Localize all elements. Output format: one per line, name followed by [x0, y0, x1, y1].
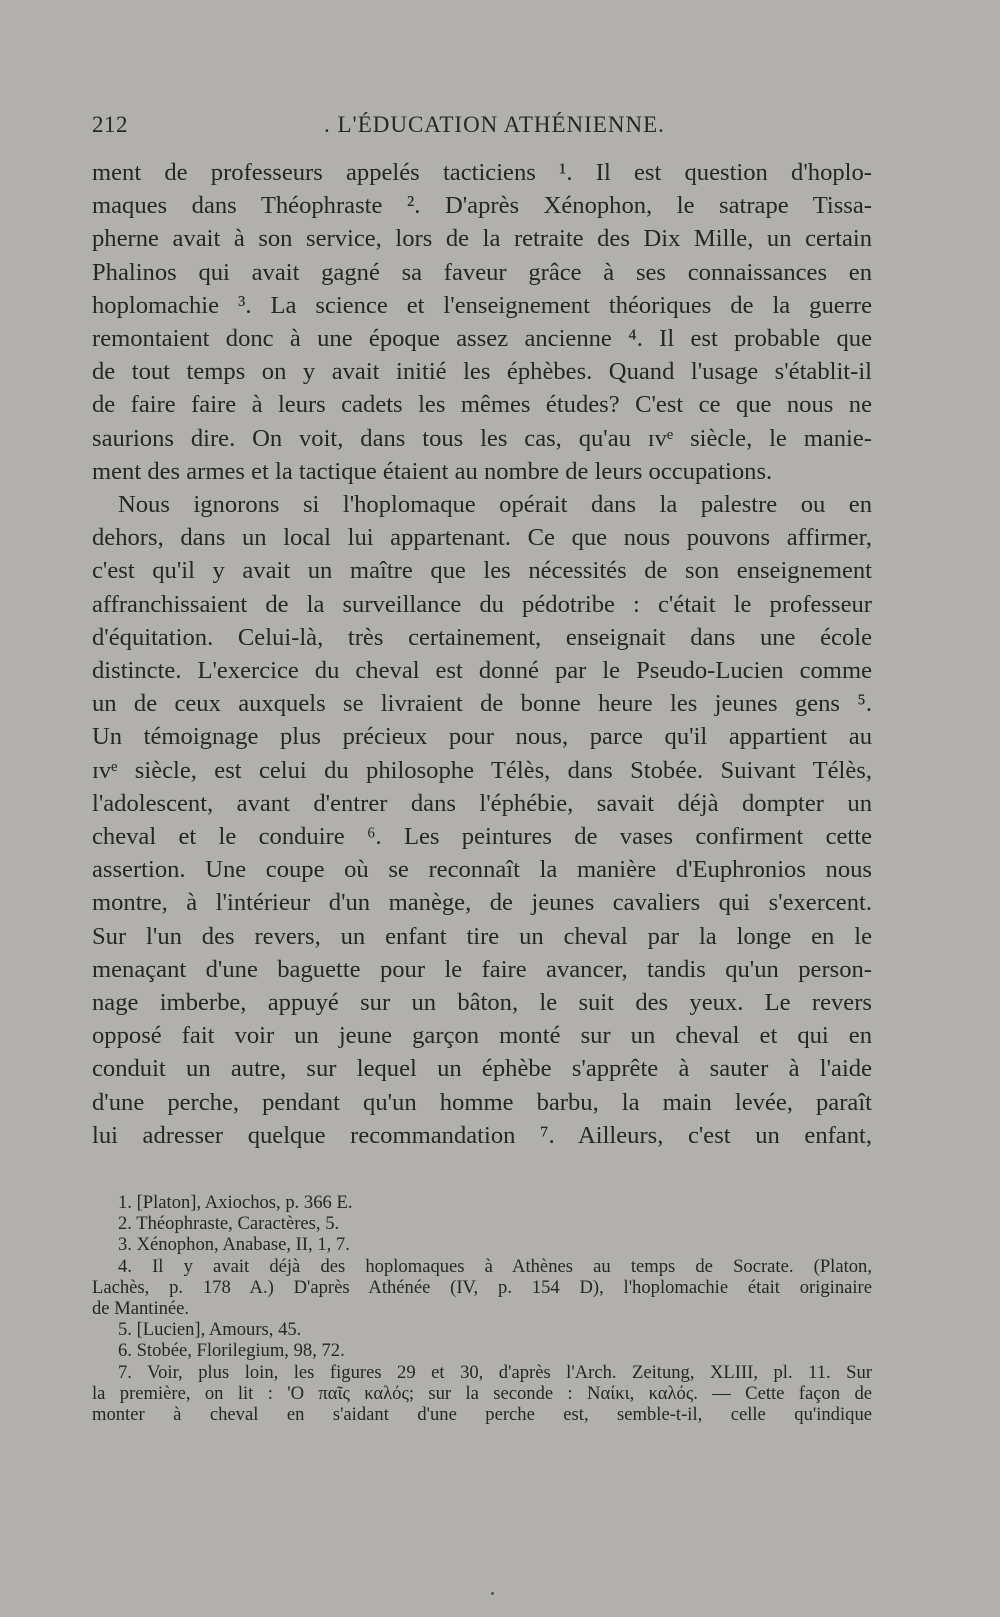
text-line: pherne avait à son service, lors de la retraite des Dix Mille, un certain	[92, 225, 872, 253]
text-line: maques dans Théophraste ². D'après Xénophon, le satrape Tissa-	[92, 192, 872, 220]
text-line: d'une perche, pendant qu'un homme barbu, la main levée, paraît	[92, 1088, 872, 1116]
text-line: nage imberbe, appuyé sur un bâton, le suit des yeux. Le revers	[92, 989, 872, 1017]
footnote: 1. [Platon], Axiochos, p. 366 E.	[118, 1192, 353, 1213]
text-line: assertion. Une coupe où se reconnaît la manière d'Euphronios nous	[92, 856, 872, 884]
footnote-continuation: monter à cheval en s'aidant d'une perche est, semble-t-il, celle qu'indique	[92, 1404, 872, 1426]
text-line: menaçant d'une baguette pour le faire avancer, tandis qu'un person-	[92, 955, 872, 983]
main-text	[92, 156, 872, 1152]
text-line: de faire faire à leurs cadets les mêmes études? C'est ce que nous ne	[92, 391, 872, 419]
text-line: Nous ignorons si l'hoplomaque opérait dans la palestre ou en	[118, 491, 872, 519]
footnote: 2. Théophraste, Caractères, 5.	[118, 1213, 340, 1235]
text-line: remontaient donc à une époque assez ancienne ⁴. Il est probable que	[92, 325, 872, 353]
text-line: ment de professeurs appelés tacticiens ¹. Il est question d'hoplo-	[92, 159, 872, 186]
footnotes	[92, 1192, 872, 1425]
text-line: de tout temps on y avait initié les éphèbes. Quand l'usage s'établit-il	[92, 358, 872, 386]
footnote-continuation: la première, on lit : 'Ο παῖς καλός; sur la seconde : Ναίκι, καλός. — Cette façon de	[92, 1382, 872, 1404]
text-line: l'adolescent, avant d'entrer dans l'éphébie, savait déjà dompter un	[92, 789, 872, 817]
footnote: 5. [Lucien], Amours, 45.	[118, 1319, 302, 1341]
text-line: conduit un autre, sur lequel un éphèbe s'apprête à sauter à l'aide	[92, 1055, 872, 1083]
text-line: d'équitation. Celui-là, très certainement, enseignait dans une école	[92, 623, 872, 651]
text-line: un de ceux auxquels se livraient de bonne heure les jeunes gens ⁵.	[92, 690, 872, 718]
text-line: ɪᴠᵉ siècle, est celui du philosophe Télès, dans Stobée. Suivant Télès,	[92, 756, 872, 784]
text-line: hoplomachie ³. La science et l'enseignement théoriques de la guerre	[92, 291, 872, 319]
footnote-continuation: Lachès, p. 178 A.) D'après Athénée (IV, p. 154 D), l'hoplomachie était originaire	[92, 1276, 872, 1298]
text-line: Phalinos qui avait gagné sa faveur grâce à ses connaissances en	[92, 258, 872, 286]
text-line: dehors, dans un local lui appartenant. Ce que nous pouvons affirmer,	[92, 524, 872, 552]
text-line: cheval et le conduire ⁶. Les peintures de vases confirment cette	[92, 823, 872, 851]
text-line: distincte. L'exercice du cheval est donné par le Pseudo-Lucien comme	[92, 657, 872, 685]
text-line: montre, à l'intérieur d'un manège, de jeunes cavaliers qui s'exercent.	[92, 889, 872, 917]
running-title: . L'ÉDUCATION ATHÉNIENNE.	[324, 112, 665, 137]
footnote: 4. Il y avait déjà des hoplomaques à Athènes au temps de Socrate. (Platon,	[118, 1255, 872, 1277]
text-line: c'est qu'il y avait un maître que les nécessités de son enseignement	[92, 557, 872, 585]
text-line: Sur l'un des revers, un enfant tire un cheval par la longe en le	[92, 922, 872, 950]
text-line: ment des armes et la tactique étaient au nombre de leurs occupations.	[92, 457, 773, 485]
print-speck	[491, 1592, 494, 1595]
text-line: affranchissaient de la surveillance du pédotribe : c'était le professeur	[92, 590, 872, 618]
footnote: 7. Voir, plus loin, les figures 29 et 30, d'après l'Arch. Zeitung, XLIII, pl. 11. Sur	[118, 1361, 872, 1383]
footnote-continuation: de Mantinée.	[92, 1298, 190, 1320]
text-line: opposé fait voir un jeune garçon monté sur un cheval et qui en	[92, 1022, 872, 1050]
text-line: lui adresser quelque recommandation ⁷. Ailleurs, c'est un enfant,	[92, 1121, 872, 1149]
footnote: 6. Stobée, Florilegium, 98, 72.	[118, 1340, 345, 1362]
page-number: 212	[92, 112, 128, 137]
footnote: 3. Xénophon, Anabase, II, 1, 7.	[118, 1234, 350, 1256]
text-line: saurions dire. On voit, dans tous les cas, qu'au ɪᴠᵉ siècle, le manie-	[92, 424, 872, 452]
page-header	[92, 112, 872, 142]
text-line: Un témoignage plus précieux pour nous, parce qu'il appartient au	[92, 723, 872, 751]
